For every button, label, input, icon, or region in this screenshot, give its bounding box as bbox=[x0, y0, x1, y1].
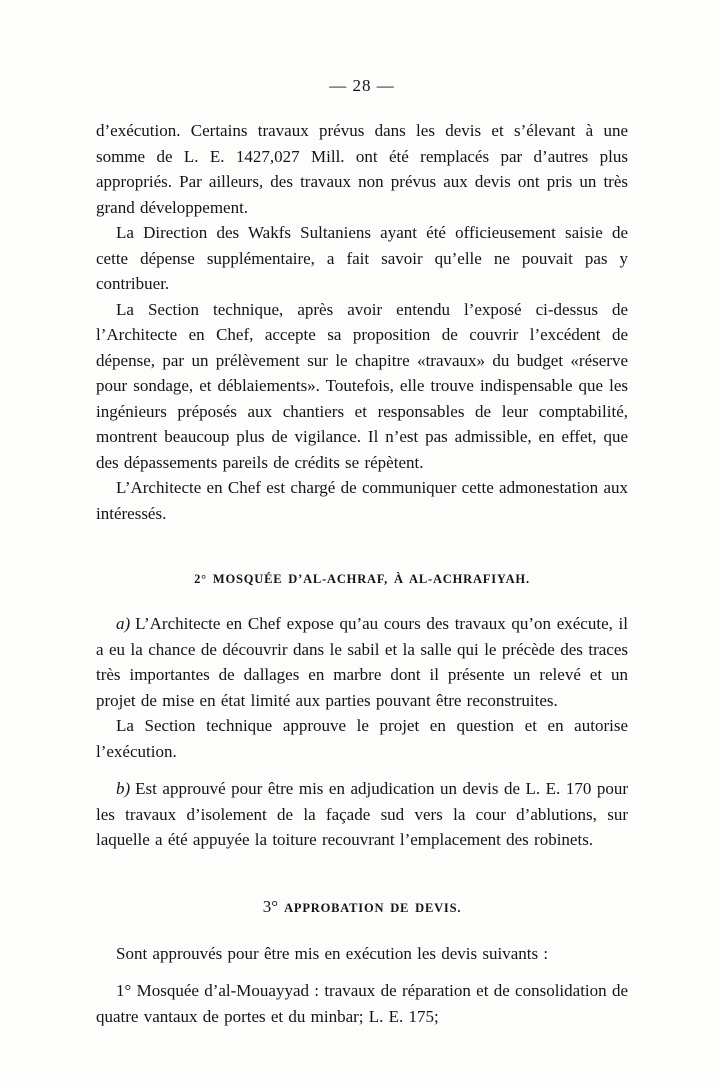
section-heading-mosquee-al-achraf: 2° MOSQUÉE D’AL-ACHRAF, À AL-ACHRAFIYAH. bbox=[194, 572, 530, 586]
item-a-marker: a) bbox=[116, 614, 131, 633]
item-a-text: L’Architecte en Chef expose qu’au cours des travaux qu’on exécute, il a eu la chance de découvrir dans le sabil et la salle qui le précède des traces très importantes de dallages en marbre dont il présente un relevé et un projet de mise en état limité aux parties pouvant être reconstruites. bbox=[96, 614, 628, 710]
section3-number: 3° bbox=[262, 896, 279, 916]
section3-title: APPROBATION DE DEVIS. bbox=[284, 900, 462, 915]
paragraph-item-b bbox=[96, 776, 628, 853]
paragraph-devis-item-1: 1° Mosquée d’al-Mouayyad : travaux de réparation et de consolidation de quatre vantaux de portes et du minbar; L. E. 175; bbox=[96, 981, 628, 1026]
paragraph-execution-continuation: d’exécution. Certains travaux prévus dans les devis et s’élevant à une somme de L. E. 1427,027 Mill. ont été remplacés par d’autres plus appropriés. Par ailleurs, des travaux non prévus aux devis ont pris un très grand développement. bbox=[96, 121, 628, 217]
paragraph-devis-intro: Sont approuvés pour être mis en exécution les devis suivants : bbox=[116, 943, 549, 963]
paragraph-item-a bbox=[96, 611, 628, 713]
paragraph-section-technique: La Section technique, après avoir entendu l’exposé ci-dessus de l’Architecte en Chef, accepte sa proposition de couvrir l’excédent de dépense, par un prélèvement sur le chapitre «travaux» du budget «réserve pour sondage, et déblaiements». Toutefois, elle trouve indispensable que les ingénieurs préposés aux chantiers et responsables de leur comptabilité, montrent beaucoup plus de vigilance. Il n’est pas admissible, en effet, que des dépassements pareils de crédits se répètent. bbox=[96, 299, 628, 472]
item-b-text: Est approuvé pour être mis en adjudication un devis de L. E. 170 pour les travaux d’isolement de la façade sud vers la cour d’ablutions, sur laquelle a été appuyée la toiture recouvrant l’emplacement des robinets. bbox=[96, 779, 628, 849]
item-b-marker: b) bbox=[116, 779, 131, 798]
page-number: — 28 — bbox=[329, 76, 395, 95]
paragraph-admonestation: L’Architecte en Chef est chargé de communiquer cette admonestation aux intéressés. bbox=[96, 478, 628, 523]
paragraph-wakfs-sultaniens: La Direction des Wakfs Sultaniens ayant été officieusement saisie de cette dépense supplémentaire, a fait savoir qu’elle ne pouvait pas y contribuer. bbox=[96, 223, 628, 293]
section-heading-approbation-devis bbox=[96, 897, 628, 917]
paragraph-approbation-projet: La Section technique approuve le projet en question et en autorise l’exécution. bbox=[96, 716, 628, 761]
